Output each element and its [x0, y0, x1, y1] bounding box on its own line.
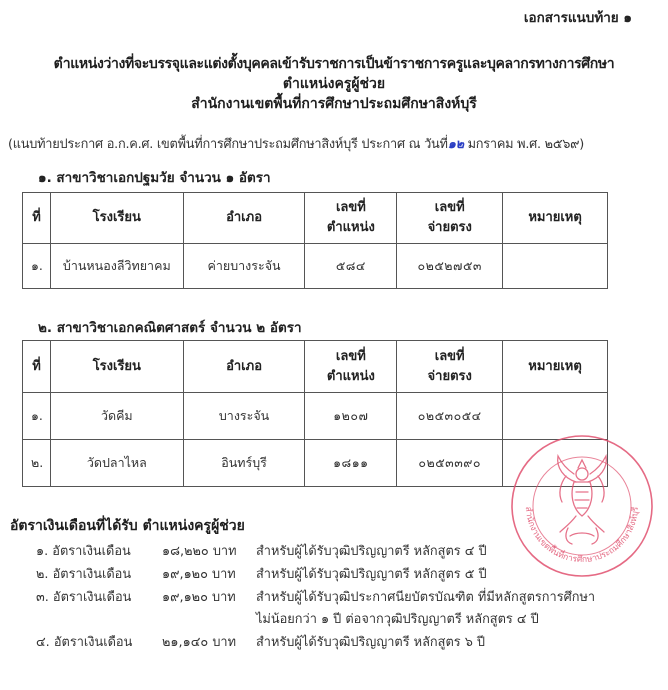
attachment-label: เอกสารแนบท้าย ๑: [523, 10, 632, 26]
header-school: โรงเรียน: [50, 193, 183, 244]
cell-district: ค่ายบางระจัน: [183, 244, 305, 289]
cell-no: ๑.: [23, 244, 51, 289]
table-header-row: [23, 341, 608, 393]
announcement-suffix: มกราคม พ.ศ. ๒๕๖๙): [463, 137, 585, 152]
header-payment-no-line2: จ่ายตรง: [427, 368, 472, 384]
cell-school: วัดคีม: [50, 393, 183, 440]
header-position-no-line1: เลขที่: [335, 200, 366, 215]
cell-position-no: ๑๒๐๗: [305, 393, 397, 440]
header-remarks: หมายเหตุ: [503, 341, 608, 393]
salary-item-description: สำหรับผู้ได้รับวุฒิประกาศนียบัตรบัณฑิต ที่มีหลักสูตรการศึกษา: [256, 590, 596, 605]
cell-remarks: [503, 244, 608, 289]
document-title-line-1: ตำแหน่งว่างที่จะบรรจุและแต่งตั้งบุคคลเข้ารับราชการเป็นข้าราชการครูและบุคลากรทางการศึกษา: [53, 56, 615, 72]
header-remarks: หมายเหตุ: [503, 193, 608, 244]
cell-school: วัดปลาไหล: [50, 440, 183, 487]
cell-position-no: ๕๘๔: [305, 244, 397, 289]
header-position-no: [305, 193, 397, 244]
header-position-no-line2: ตำแหน่ง: [326, 220, 375, 235]
header-position-no-line1: เลขที่: [335, 348, 366, 364]
cell-position-no: ๑๘๑๑: [305, 440, 397, 487]
salary-item-description-line2: ไม่น้อยกว่า ๑ ปี ต่อจากวุฒิปริญญาตรี หลักสูตร ๔ ปี: [256, 612, 539, 627]
header-payment-no-line1: เลขที่: [434, 348, 465, 364]
salary-item-amount: ๑๙,๑๒๐ บาท: [162, 590, 236, 605]
cell-district: อินทร์บุรี: [183, 440, 305, 487]
cell-payment-no: ๐๒๕๓๓๙๐: [397, 440, 503, 487]
header-school: โรงเรียน: [50, 341, 183, 393]
salary-item-amount: ๑๙,๑๒๐ บาท: [162, 567, 236, 582]
header-payment-no-line2: จ่ายตรง: [427, 220, 472, 235]
cell-district: บางระจัน: [183, 393, 305, 440]
header-position-no-line2: ตำแหน่ง: [326, 368, 375, 384]
header-payment-no: [397, 193, 503, 244]
table-row: [23, 244, 608, 289]
header-payment-no-line1: เลขที่: [434, 200, 465, 215]
salary-item-description: สำหรับผู้ได้รับวุฒิปริญญาตรี หลักสูตร ๔ ปี: [256, 544, 487, 559]
announcement-prefix: (แนบท้ายประกาศ อ.ก.ค.ศ. เขตพื้นที่การศึกษาประถมศึกษาสิงห์บุรี ประกาศ ณ วันที่: [8, 137, 448, 152]
salary-item-amount: ๑๘,๒๒๐ บาท: [162, 544, 237, 559]
document-title-line-3: สำนักงานเขตพื้นที่การศึกษาประถมศึกษาสิงห์บุรี: [191, 96, 477, 112]
announcement-reference: [8, 133, 584, 154]
salary-heading: อัตราเงินเดือนที่ได้รับ ตำแหน่งครูผู้ช่วย: [10, 518, 245, 534]
header-payment-no: [397, 341, 503, 393]
section-heading-early-childhood: ๑. สาขาวิชาเอกปฐมวัย จำนวน ๑ อัตรา: [38, 170, 271, 186]
cell-no: ๑.: [23, 393, 51, 440]
salary-item-label: ๔. อัตราเงินเดือน: [36, 635, 133, 650]
section-heading-mathematics: ๒. สาขาวิชาเอกคณิตศาสตร์ จำนวน ๒ อัตรา: [38, 320, 302, 336]
cell-payment-no: ๐๒๕๓๐๕๔: [397, 393, 503, 440]
vacancy-table-early-childhood: [22, 192, 608, 289]
document-title-line-2: ตำแหน่งครูผู้ช่วย: [282, 76, 386, 92]
svg-text:สำนักงานเขตพื้นที่การศึกษาประถ: [523, 506, 641, 565]
header-district: อำเภอ: [183, 341, 305, 393]
salary-item-description: สำหรับผู้ได้รับวุฒิปริญญาตรี หลักสูตร ๖ ปี: [256, 635, 486, 650]
handwritten-day: ๑๒: [447, 137, 464, 152]
salary-item-description: สำหรับผู้ได้รับวุฒิปริญญาตรี หลักสูตร ๕ ปี: [256, 567, 487, 582]
salary-item-label: ๒. อัตราเงินเดือน: [36, 567, 132, 582]
seal-ring-text: สำนักงานเขตพื้นที่การศึกษาประถมศึกษาสิงห์บุรี: [522, 506, 642, 566]
cell-payment-no: ๐๒๕๒๗๕๓: [397, 244, 503, 289]
salary-item-amount: ๒๑,๑๔๐ บาท: [162, 635, 237, 650]
cell-school: บ้านหนองลีวิทยาคม: [50, 244, 183, 289]
salary-item-label: ๓. อัตราเงินเดือน: [36, 590, 132, 605]
header-no: ที่: [23, 193, 51, 244]
header-position-no: [305, 341, 397, 393]
header-district: อำเภอ: [183, 193, 305, 244]
header-no: ที่: [23, 341, 51, 393]
official-garuda-seal-icon: [508, 432, 656, 580]
cell-no: ๒.: [23, 440, 51, 487]
salary-item-label: ๑. อัตราเงินเดือน: [36, 544, 131, 559]
table-header-row: [23, 193, 608, 244]
